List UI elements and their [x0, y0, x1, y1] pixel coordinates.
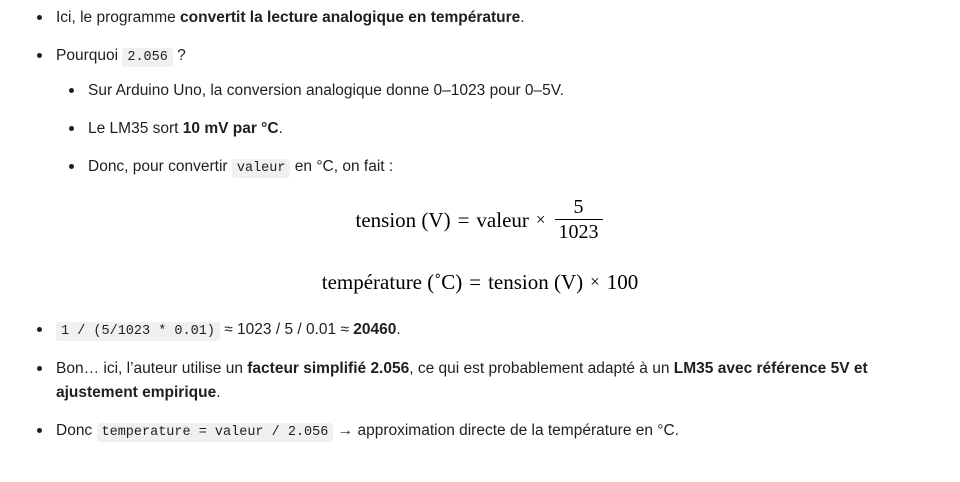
text-run: → approximation directe de la température en °C.: [333, 422, 679, 440]
bullet-list-level1: [24, 6, 936, 180]
bold-run: convertit la lecture analogique en température: [180, 9, 521, 26]
list-item-facteur-simplifie: [24, 357, 936, 405]
text-run: ≈ 1023 / 5 / 0.01 ≈: [219, 321, 354, 339]
inline-code: 2.056: [122, 48, 173, 67]
inline-code: 1 / (5/1023 * 0.01): [56, 322, 220, 341]
bold-run: 10 mV par °C: [182, 119, 279, 137]
list-item-calcul-20460: [24, 318, 936, 343]
formula-tension-fraction: [555, 196, 603, 244]
formula-tension-operand: valeur: [476, 207, 529, 232]
text-run: Sur Arduino Uno, la conversion analogique donne 0–1023 pour 0–5V.: [88, 81, 564, 99]
formula-tension-numerator: 5: [573, 195, 584, 218]
text-run: , ce qui est probablement adapté à un: [409, 360, 674, 378]
list-item-approximation-directe: [24, 419, 936, 444]
formula-tension-lhs: tension (V): [355, 207, 451, 232]
formula-temperature: [24, 266, 936, 299]
text-run: Pourquoi: [56, 47, 123, 65]
formula-tension-times: ×: [535, 209, 546, 229]
bullet-list-level2: [56, 79, 936, 180]
text-run: Donc: [56, 422, 97, 440]
list-item-intro: [24, 6, 936, 30]
list-item-donc-convertir: [56, 155, 936, 180]
bold-run: 20460: [353, 321, 397, 339]
inline-code: valeur: [232, 159, 291, 178]
list-item-lm35-output: [56, 117, 936, 141]
bold-run: LM35 avec référence 5V et ajustement empirique: [56, 360, 868, 402]
formula-temperature-lhs: température (˚C): [321, 269, 463, 294]
bold-run: facteur simplifié 2.056: [247, 360, 410, 378]
bullet-list-level1-continued: [24, 318, 936, 444]
formula-tension-denominator: 1023: [555, 219, 603, 243]
list-item-pourquoi: [24, 44, 936, 180]
text-run: .: [278, 119, 283, 137]
formula-temperature-operand: tension (V): [488, 269, 584, 294]
text-run: Donc, pour convertir: [88, 157, 232, 175]
formula-tension-equals: =: [457, 207, 470, 232]
list-item-arduino-uno: [56, 79, 936, 103]
text-run: .: [520, 9, 525, 26]
text-run: .: [216, 384, 221, 402]
text-run: Ici, le programme: [56, 9, 181, 26]
text-run: Bon… ici, l’auteur utilise un: [56, 360, 248, 378]
formula-tension: [24, 196, 936, 244]
text-run: .: [396, 321, 401, 339]
inline-code: temperature = valeur / 2.056: [97, 423, 334, 442]
formula-temperature-times: ×: [590, 271, 600, 291]
formula-temperature-equals: =: [469, 269, 482, 294]
text-run: ?: [172, 47, 186, 65]
formula-temperature-factor: 100: [606, 269, 639, 294]
text-run: en °C, on fait :: [290, 157, 394, 175]
text-run: Le LM35 sort: [88, 119, 183, 137]
